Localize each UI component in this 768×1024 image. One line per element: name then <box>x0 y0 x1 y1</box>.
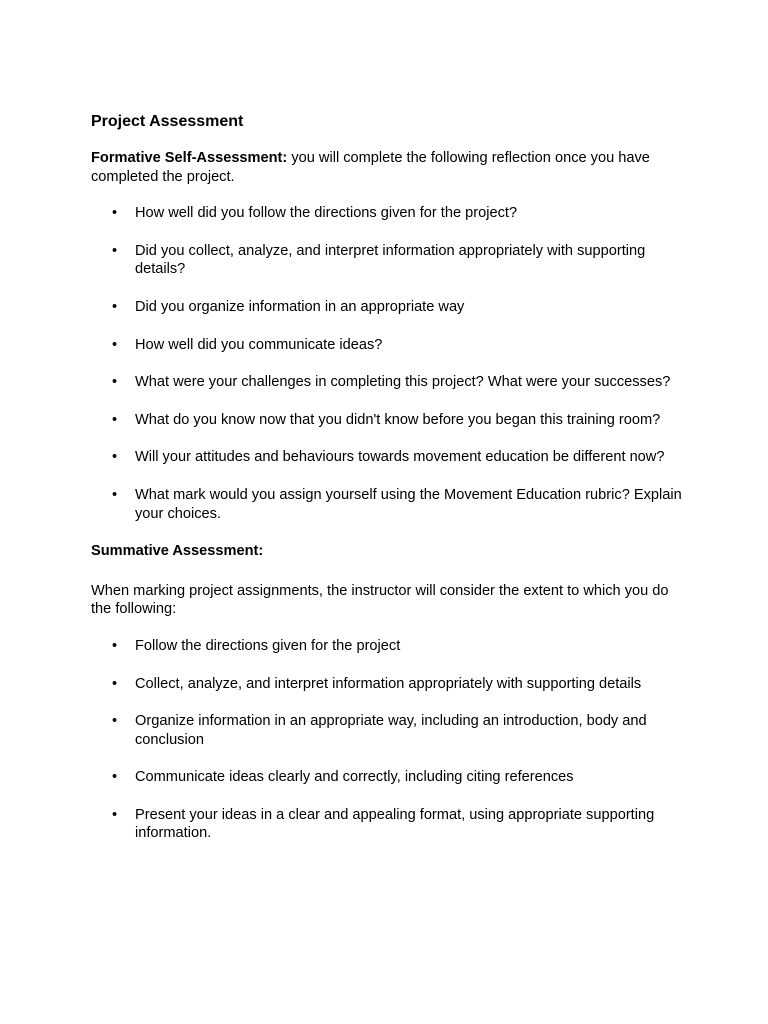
list-item-text: Did you collect, analyze, and interpret information appropriately with supporting details? <box>135 242 646 278</box>
bullet-icon: • <box>112 806 118 823</box>
list-item <box>91 411 695 430</box>
document-page <box>91 112 691 862</box>
bullet-icon: • <box>112 374 118 391</box>
summative-heading: Summative Assessment: <box>91 543 264 560</box>
bullet-icon: • <box>112 637 118 654</box>
list-item <box>91 448 695 467</box>
list-item-text: Present your ideas in a clear and appealing format, using appropriate supporting information. <box>135 806 655 842</box>
bullet-icon: • <box>112 486 118 503</box>
formative-list <box>91 204 691 523</box>
bullet-icon: • <box>112 298 118 315</box>
list-item-text: What were your challenges in completing this project? What were your successes? <box>135 374 671 391</box>
bullet-icon: • <box>112 242 118 259</box>
list-item-text: What do you know now that you didn't know before you began this training room? <box>135 411 661 428</box>
bullet-icon: • <box>112 449 118 466</box>
list-item <box>91 298 695 317</box>
list-item-text: What mark would you assign yourself using the Movement Education rubric? Explain your choices. <box>135 486 682 522</box>
bullet-icon: • <box>112 675 118 692</box>
list-item <box>91 712 695 749</box>
list-item <box>91 675 695 694</box>
formative-intro <box>91 149 691 186</box>
list-item-text: Collect, analyze, and interpret information appropriately with supporting details <box>135 675 642 692</box>
bullet-icon: • <box>112 769 118 786</box>
list-item-text: Communicate ideas clearly and correctly, including citing references <box>135 769 574 786</box>
list-item <box>91 336 695 355</box>
list-item-text: Did you organize information in an appropriate way <box>135 298 465 315</box>
list-item-text: How well did you communicate ideas? <box>135 336 383 353</box>
bullet-icon: • <box>112 713 118 730</box>
bullet-icon: • <box>112 411 118 428</box>
list-item <box>91 373 695 392</box>
list-item <box>91 768 695 787</box>
summative-intro: When marking project assignments, the instructor will consider the extent to which you do the following: <box>91 582 669 618</box>
bullet-icon: • <box>112 205 118 222</box>
formative-text: you will complete the following reflection once you have completed the project. <box>91 150 650 185</box>
bullet-icon: • <box>112 336 118 353</box>
list-item <box>91 204 695 223</box>
list-item-text: Follow the directions given for the project <box>135 637 401 654</box>
list-item <box>91 806 695 843</box>
list-item-text: Organize information in an appropriate way, including an introduction, body and conclusion <box>135 713 647 748</box>
list-item-text: How well did you follow the directions given for the project? <box>135 205 518 222</box>
formative-label: Formative Self-Assessment: <box>91 150 288 166</box>
list-item <box>91 242 695 279</box>
list-item-text: Will your attitudes and behaviours towards movement education be different now? <box>135 449 665 466</box>
page-title: Project Assessment <box>91 113 244 130</box>
list-item <box>91 637 695 656</box>
summative-list <box>91 637 691 843</box>
list-item <box>91 486 695 523</box>
